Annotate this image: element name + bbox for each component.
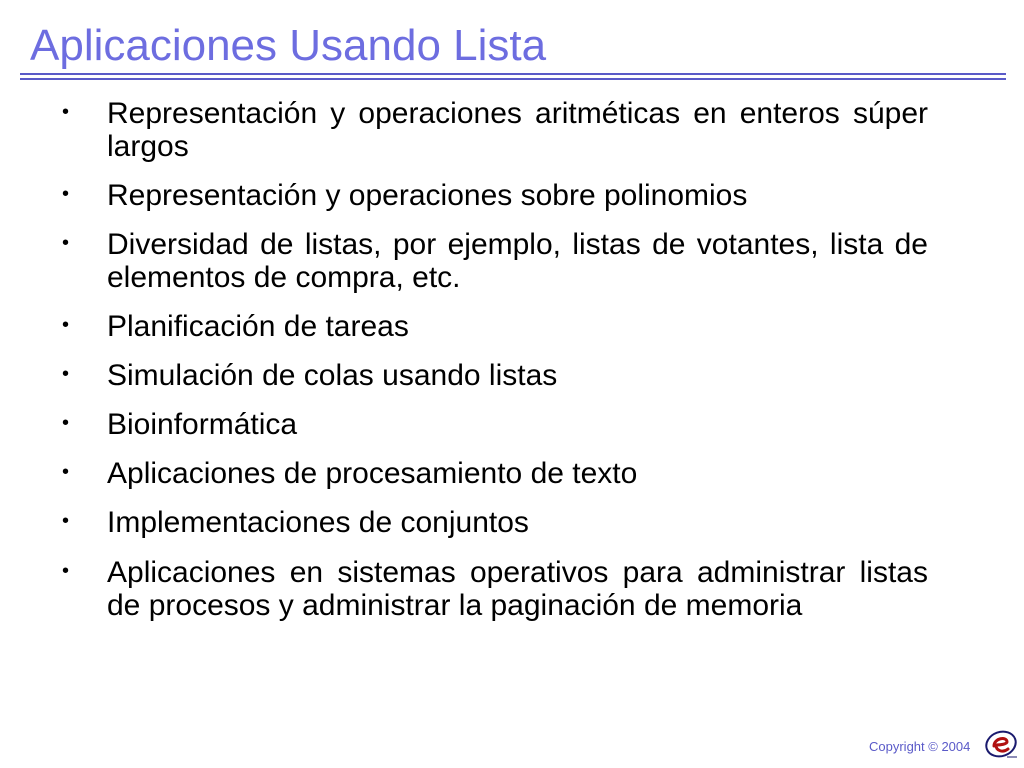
bullet-icon: • [62, 101, 70, 123]
bullet-icon: • [62, 461, 70, 483]
list-item-text: Implementaciones de conjuntos [107, 506, 529, 539]
list-item-text: Aplicaciones de procesamiento de texto [107, 457, 638, 490]
bullet-icon: • [62, 510, 70, 532]
title-divider-top [20, 73, 1006, 75]
copyright-text: Copyright © 2004 [869, 739, 971, 754]
slide-title: Aplicaciones Usando Lista [30, 21, 547, 70]
bullet-icon: • [62, 314, 70, 336]
list-item-text: Simulación de colas usando listas [107, 359, 558, 392]
e-logo-icon [985, 728, 1019, 762]
bullet-icon: • [62, 363, 70, 385]
list-item-text: Representación y operaciones sobre polinomios [107, 179, 748, 212]
bullet-icon: • [62, 232, 70, 254]
list-item-text: Bioinformática [107, 408, 298, 441]
bullet-icon: • [62, 183, 70, 205]
list-item-text: Planificación de tareas [107, 310, 409, 343]
list-item-text: Representación y operaciones aritméticas en enteros súper largos [107, 97, 928, 163]
title-divider-bottom [20, 78, 1006, 80]
bullet-icon: • [62, 560, 70, 582]
list-item-text: Aplicaciones en sistemas operativos para administrar listas de procesos y administrar la paginación de memoria [107, 556, 928, 622]
list-item-text: Diversidad de listas, por ejemplo, listas de votantes, lista de elementos de compra, etc. [107, 228, 928, 294]
bullet-icon: • [62, 412, 70, 434]
